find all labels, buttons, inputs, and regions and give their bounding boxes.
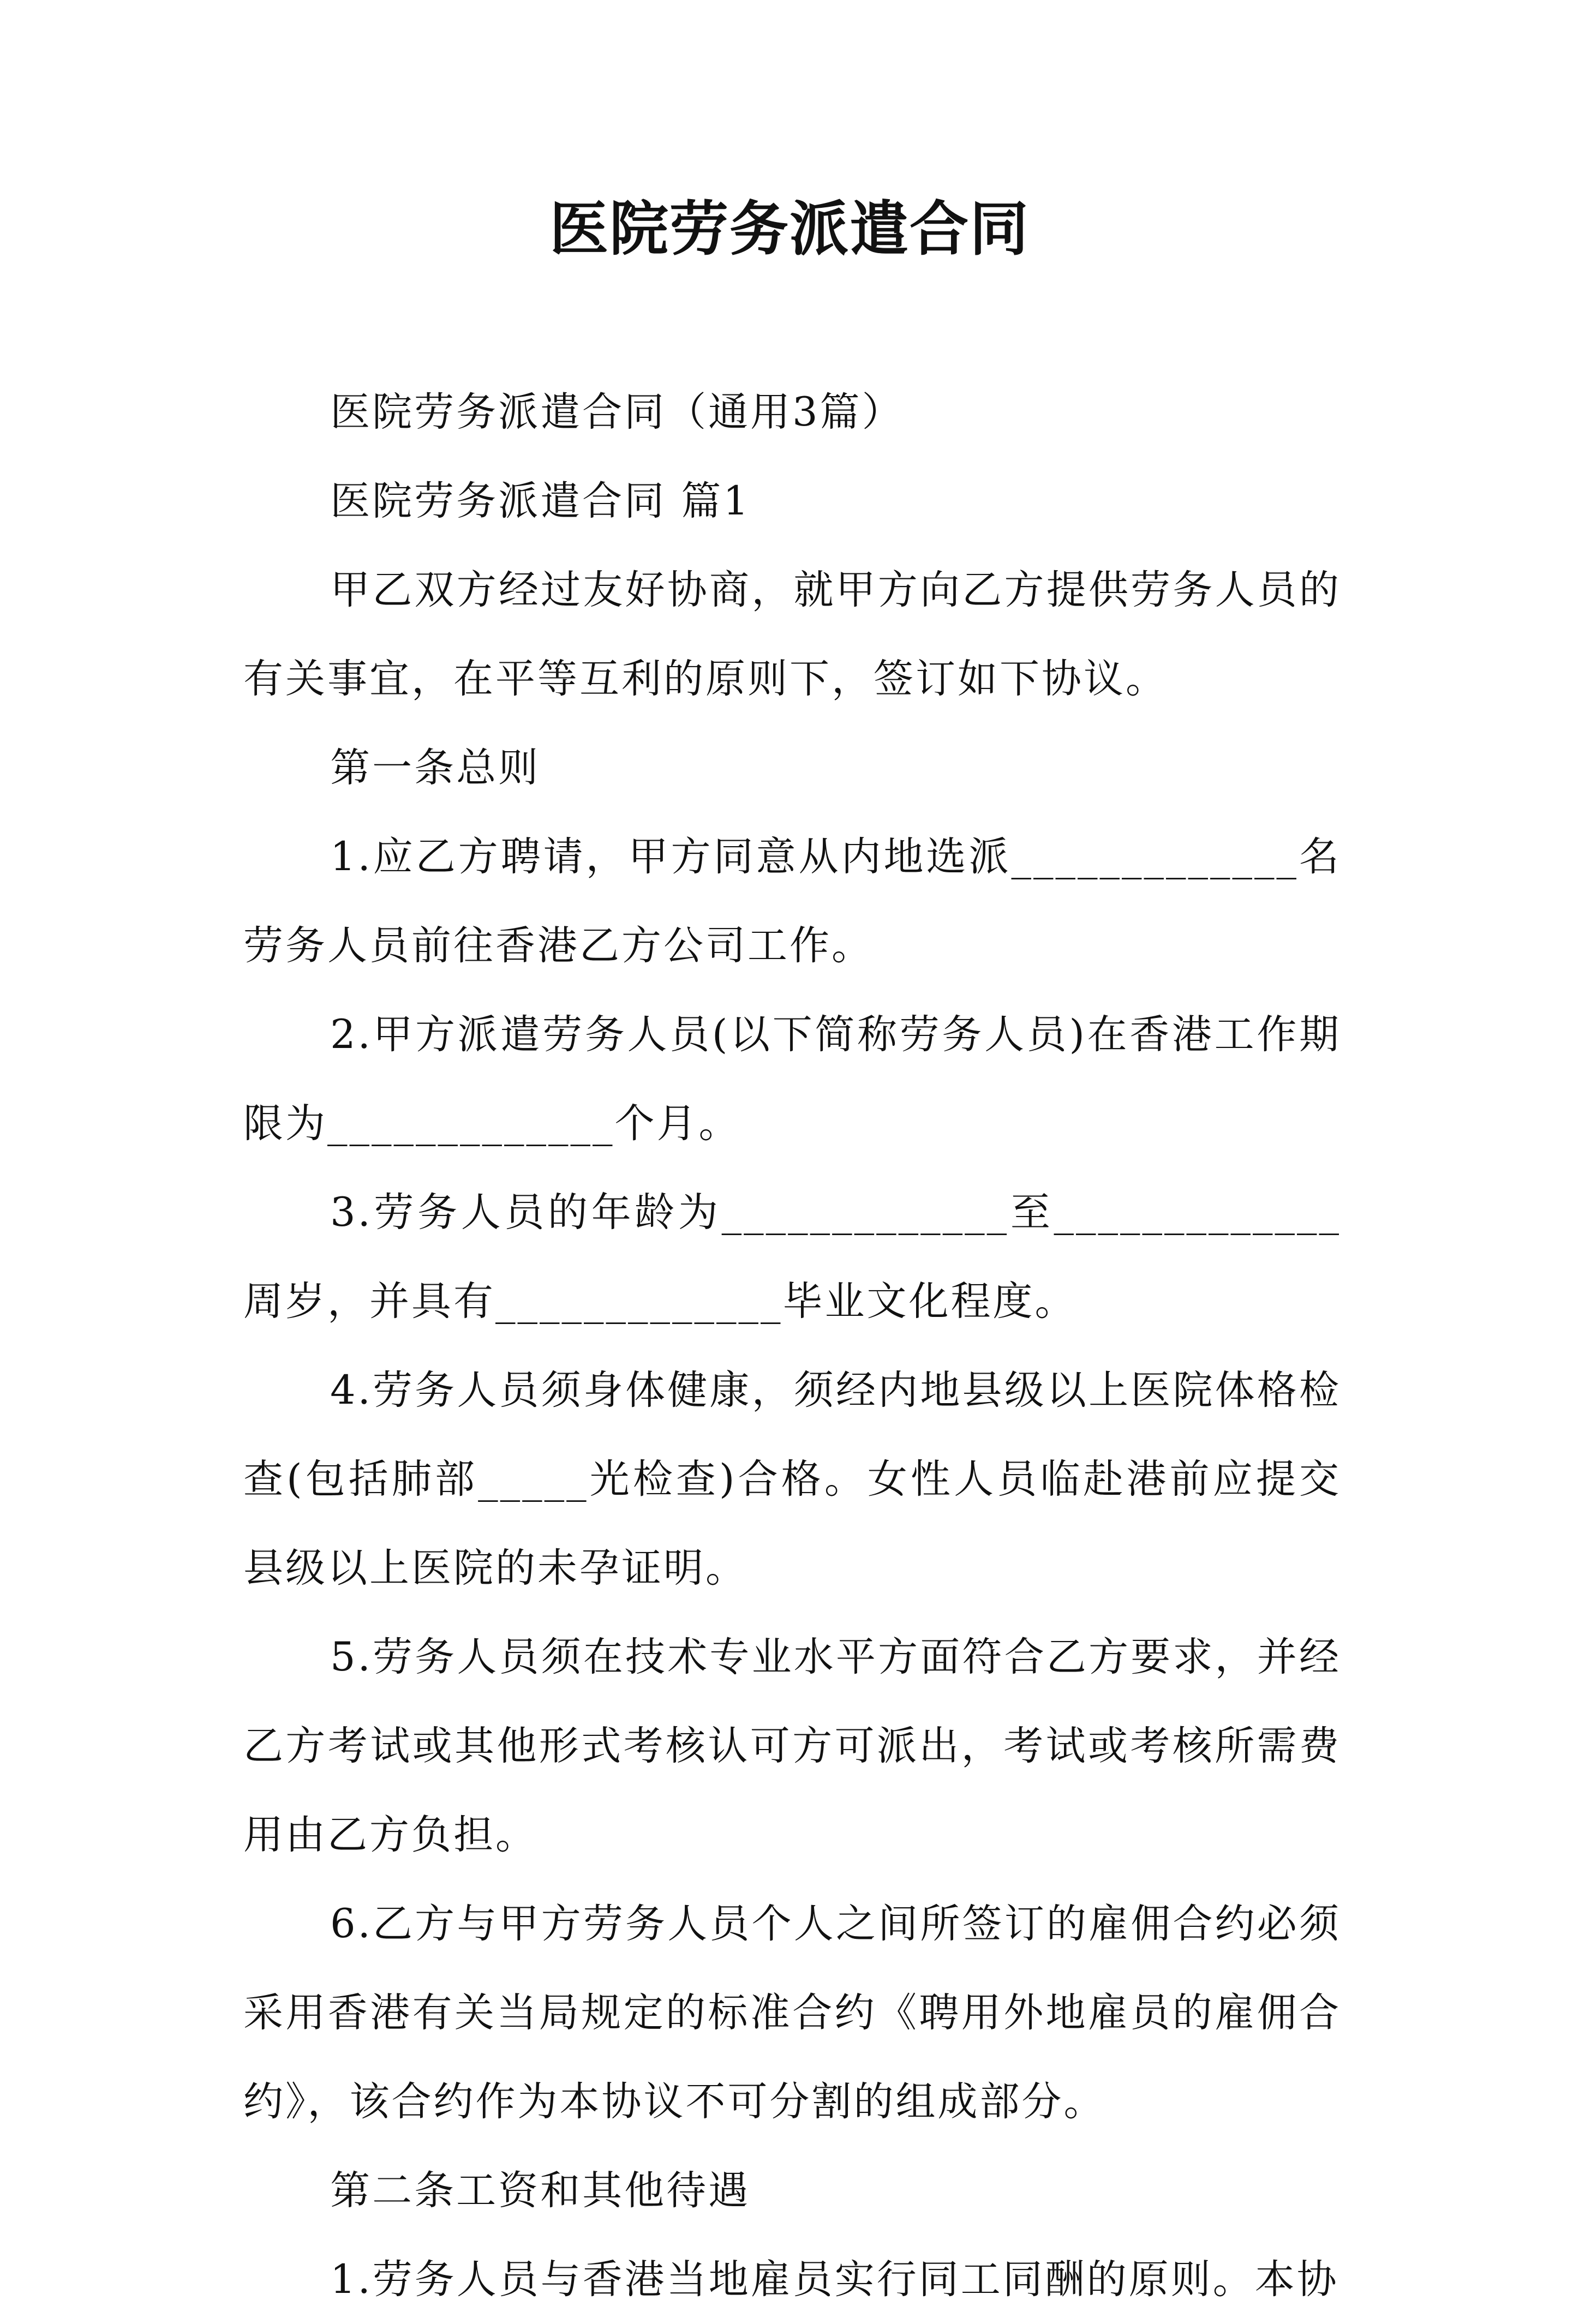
paragraph-article-1-heading: 第一条总则	[330, 745, 541, 791]
paragraph-clause-1-5: 5.劳务人员须在技术专业水平方面符合乙方要求，并经乙方考试或其他形式考核认可方可派出，考试或考核所需费用由乙方负担。	[243, 1634, 1341, 1858]
document-title: 医院劳务派遣合同	[549, 195, 1030, 263]
paragraph-article-2-heading: 第二条工资和其他待遇	[330, 2167, 751, 2214]
paragraph-clause-1-6: 6.乙方与甲方劳务人员个人之间所签订的雇佣合约必须采用香港有关当局规定的标准合约《聘用外地雇员的雇佣合约》，该合约作为本协议不可分割的组成部分。	[243, 1901, 1341, 2125]
paragraph-clause-1-2: 2.甲方派遣劳务人员(以下简称劳务人员)在香港工作期限为_____________个月。	[243, 1011, 1341, 1147]
paragraph-clause-1-1: 1.应乙方聘请，甲方同意从内地选派_____________名劳务人员前往香港乙方公司工作。	[243, 834, 1341, 969]
paragraph-clause-1-4: 4.劳务人员须身体健康，须经内地县级以上医院体格检查(包括肺部_____光检查)合格。女性人员临赴港前应提交县级以上医院的未孕证明。	[243, 1367, 1341, 1591]
document-body	[243, 368, 1341, 2324]
paragraph-section-heading: 医院劳务派遣合同 篇1	[330, 478, 751, 524]
paragraph-clause-1-3: 3.劳务人员的年龄为_____________至_____________周岁，并具有_____________毕业文化程度。	[243, 1189, 1341, 1325]
paragraph-subtitle: 医院劳务派遣合同（通用3篇）	[330, 389, 904, 435]
paragraph-preamble: 甲乙双方经过友好协商，就甲方向乙方提供劳务人员的有关事宜，在平等互利的原则下，签订如下协议。	[243, 567, 1341, 702]
paragraph-clause-2-1: 1.劳务人员与香港当地雇员实行同工同酬的原则。本协	[330, 2256, 1339, 2303]
